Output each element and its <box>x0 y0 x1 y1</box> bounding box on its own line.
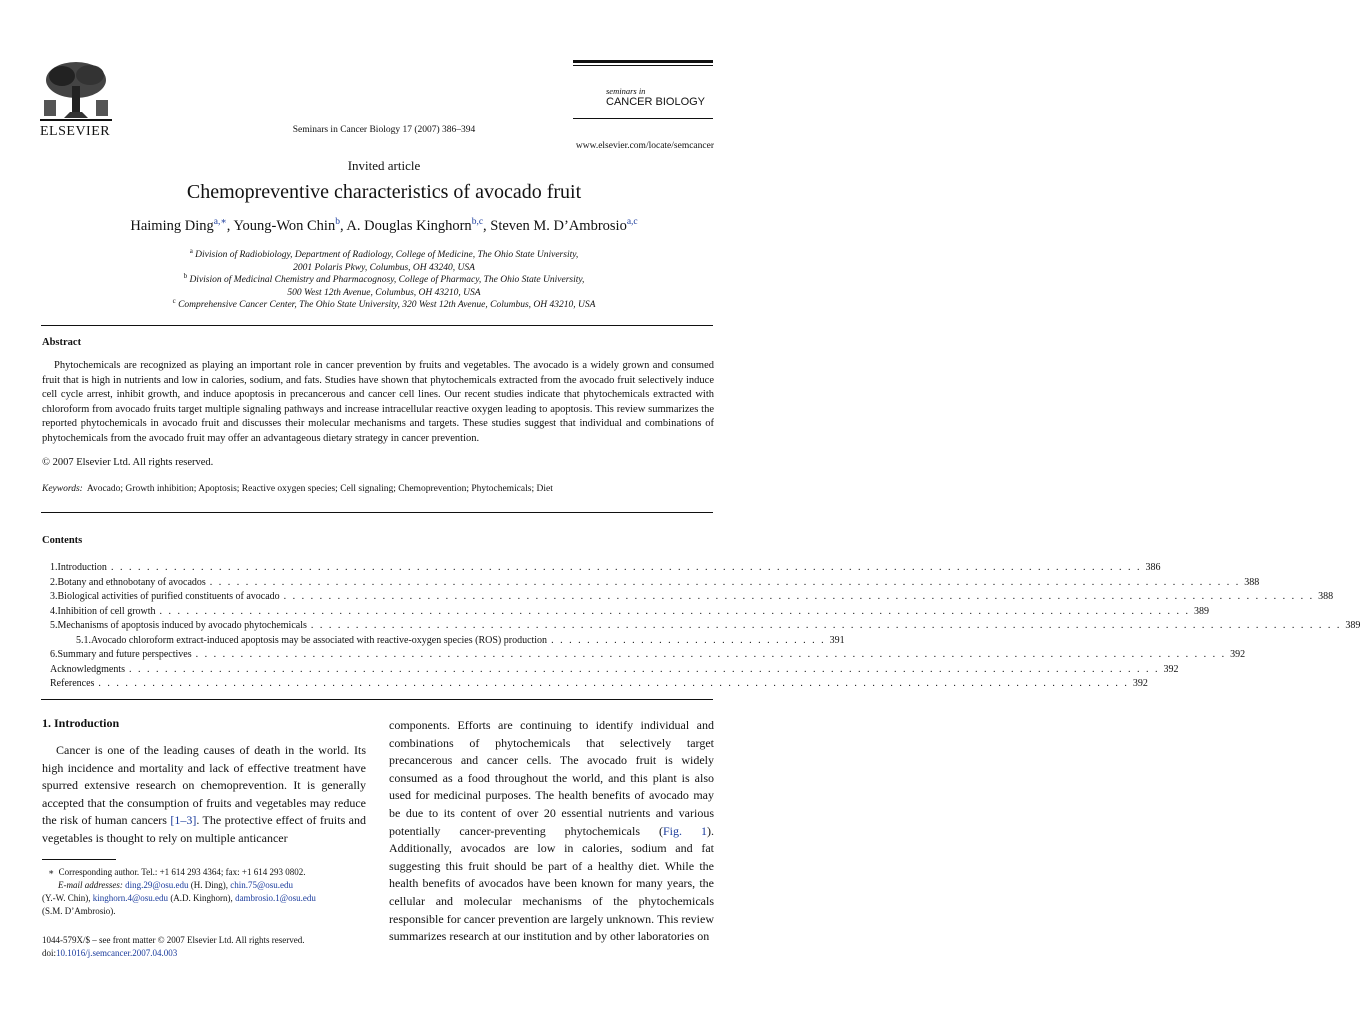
toc-label: Avocado chloroform extract-induced apoptosis may be associated with reactive-oxygen species (ROS) production <box>91 634 548 646</box>
masthead-rule <box>573 60 713 63</box>
toc-page: 392 <box>1132 678 1148 689</box>
toc-leader: . . . . . . . . . . . . . . . . . . . . . . . . . . . . . . . <box>551 634 826 646</box>
doi-link[interactable]: 10.1016/j.semcancer.2007.04.003 <box>56 948 178 958</box>
toc-page: 389 <box>1194 605 1210 617</box>
publisher-name: ELSEVIER <box>40 124 111 139</box>
affiliation-c <box>0 295 768 312</box>
affiliation-mark: a <box>189 247 193 255</box>
toc-label: Introduction <box>57 562 107 573</box>
toc-item[interactable] <box>50 605 1210 619</box>
toc-leader: . . . . . . . . . . . . . . . . . . . . . . . . . . . . . . . . . . . . . . . . . . . . . . . . . . . . . . . . . . . . . . . . . . . . . . . . . . . . . . . . . . . . . . . . . . . . . . . . . . . . . . . . . . . . . . . . . . . <box>110 562 1142 573</box>
toc-page: 388 <box>1318 591 1334 602</box>
toc-label: Biological activities of purified constituents of avocado <box>57 591 280 602</box>
section-heading-introduction: 1. Introduction <box>42 716 120 730</box>
email-link[interactable]: kinghorn.4@osu.edu <box>92 893 169 903</box>
figure-link[interactable]: Fig. 1 <box>662 823 707 838</box>
email-addresses-end: (S.M. D’Ambrosio). <box>42 906 116 916</box>
article-title: Chemopreventive characteristics of avocado fruit <box>186 181 582 203</box>
toc-number: 5.1. <box>76 634 91 646</box>
author-list <box>0 216 768 235</box>
corresponding-author-note <box>42 866 366 879</box>
email-link[interactable]: chin.75@osu.edu <box>230 880 293 890</box>
author-affiliation-mark[interactable]: b,c <box>471 217 484 227</box>
footnote-rule <box>42 859 116 860</box>
elsevier-tree-logo <box>40 60 112 122</box>
contents-heading: Contents <box>42 535 83 546</box>
toc-page: 389 <box>1345 620 1360 631</box>
body-text: ). Additionally, avocados are low in calories, sodium and fat suggesting this fruit should be part of a healthy diet. While the health benefits of avocados have been known for many years, the cellular and molecular mechanisms of the phytochemicals responsible for cancer prevention are largely unknown. This review summarizes research at our institution and by other laboratories on <box>389 823 714 944</box>
affiliation-mark: b <box>183 272 188 280</box>
email-owner: (Y.-W. Chin), <box>42 893 93 903</box>
author-affiliation-mark[interactable]: a,c <box>626 217 638 227</box>
abstract-text: Phytochemicals are recognized as playing an important role in cancer prevention by fruits and vegetables. The avocado is a widely grown and consumed fruit that is high in nutrients and low in calories, sodium, and fats. Studies have shown that phytochemicals extracted from the avocado fruit selectively induce cell cycle arrest, inhibit growth, and induce apoptosis in precancerous and cancer cell lines. Our recent studies indicate that phytochemicals extracted with chloroform from avocado fruits target multiple signaling pathways and increase intracellular reactive oxygen leading to apoptosis. This review summarizes the reported phytochemicals in avocado fruit and discusses their molecular mechanisms and targets. These studies suggest that individual and combinations of phytochemicals from the avocado fruit may offer an advantageous dietary strategy in cancer prevention. <box>42 360 714 444</box>
toc-label: Acknowledgments <box>50 663 125 675</box>
author-name: Steven M. D’Ambrosio <box>490 218 627 234</box>
toc-page: 391 <box>829 634 845 646</box>
body-text: . The protective effect of fruits and vegetables is thought to rely on multiple anticancer <box>42 813 366 845</box>
journal-url[interactable]: www.elsevier.com/locate/semcancer <box>575 141 714 151</box>
intro-right-column <box>389 717 714 946</box>
article-type: Invited article <box>347 158 421 173</box>
keywords-label: Keywords: <box>42 484 83 494</box>
toc-label: Inhibition of cell growth <box>57 605 156 617</box>
email-link[interactable]: ding.29@osu.edu <box>125 880 189 890</box>
affiliation-mark: c <box>172 297 176 305</box>
toc-page: 392 <box>1230 649 1246 660</box>
author-name: Haiming Ding <box>130 218 214 234</box>
toc-leader: . . . . . . . . . . . . . . . . . . . . . . . . . . . . . . . . . . . . . . . . . . . . . . . . . . . . . . . . . . . . . . . . . . . . . . . . . . . . . . . . . . . . . . . . . . . . . . . . . . . . . . . . . . . . . . . . . . . <box>209 576 1241 588</box>
affiliation-line: 2001 Polaris Pkwy, Columbus, OH 43240, USA <box>293 263 475 273</box>
intro-left-column <box>42 742 366 848</box>
author-affiliation-mark[interactable]: b <box>335 217 340 227</box>
author-name: Young-Won Chin <box>233 218 336 234</box>
author-separator: , <box>226 218 234 234</box>
toc-item[interactable] <box>50 576 1260 590</box>
section-divider <box>41 512 713 513</box>
affiliation-line: Comprehensive Cancer Center, The Ohio State University, 320 West 12th Avenue, Columbus, OH 43210, USA <box>178 300 596 310</box>
toc-leader: . . . . . . . . . . . . . . . . . . . . . . . . . . . . . . . . . . . . . . . . . . . . . . . . . . . . . . . . . . . . . . . . . . . . . . . . . . . . . . . . . . . . . . . . . . . . . . . . . . . . . . . . . . . . . . . . . . . <box>159 605 1191 617</box>
body-text: Cancer is one of the leading causes of death in the world. Its high incidence and mortality and lack of effective treatment have spurred extensive research on chemoprevention. It is generally accepted that the consumption of fruits and vegetables may reduce the risk of human cancers <box>42 743 366 828</box>
affiliation-line: Division of Medicinal Chemistry and Pharmacognosy, College of Pharmacy, The Ohio State University, <box>189 275 585 285</box>
email-link[interactable]: dambrosio.1@osu.edu <box>235 893 316 903</box>
citation-link[interactable]: [1–3] <box>170 813 197 828</box>
masthead-journal-name: CANCER BIOLOGY <box>606 96 706 108</box>
email-owner: (H. Ding), <box>188 880 231 890</box>
toc-leader: . . . . . . . . . . . . . . . . . . . . . . . . . . . . . . . . . . . . . . . . . . . . . . . . . . . . . . . . . . . . . . . . . . . . . . . . . . . . . . . . . . . . . . . . . . . . . . . . . . . . . . . . . . . . . . . . . . . <box>98 678 1129 689</box>
keywords-list: Avocado; Growth inhibition; Apoptosis; Reactive oxygen species; Cell signaling; Chemoprevention; Phytochemicals; Diet <box>86 484 553 494</box>
email-label: E-mail addresses: <box>58 880 123 890</box>
toc-label: Mechanisms of apoptosis induced by avocado phytochemicals <box>57 620 307 631</box>
footnote-mark: ∗ <box>48 867 55 877</box>
doi-label: doi: <box>42 948 57 958</box>
section-divider <box>41 699 713 700</box>
toc-item[interactable] <box>50 649 1246 662</box>
toc-page: 388 <box>1244 576 1260 588</box>
email-owner: (A.D. Kinghorn), <box>168 893 236 903</box>
doi-line <box>42 948 177 958</box>
author-name: A. Douglas Kinghorn <box>346 218 472 234</box>
masthead-rule <box>573 65 713 66</box>
toc-number: 5. <box>50 620 58 631</box>
table-of-contents <box>50 562 1360 692</box>
toc-number: 2. <box>50 576 58 588</box>
toc-leader: . . . . . . . . . . . . . . . . . . . . . . . . . . . . . . . . . . . . . . . . . . . . . . . . . . . . . . . . . . . . . . . . . . . . . . . . . . . . . . . . . . . . . . . . . . . . . . . . . . . . . . . . . . . . . . . . . . . <box>283 591 1315 602</box>
body-text: components. Efforts are continuing to identify individual and combinations of phytochemicals that selectively target precancerous and cancer cells. The avocado fruit is widely consumed as a food throughout the world, and this plant is also used for medicinal purposes. The health benefits of avocado may be due to its content of over 20 essential nutrients and various potentially cancer-preventing phytochemicals ( <box>389 718 714 838</box>
issn-line: 1044-579X/$ – see front matter © 2007 Elsevier Ltd. All rights reserved. <box>42 935 305 945</box>
author-separator: , <box>339 218 347 234</box>
journal-citation: Seminars in Cancer Biology 17 (2007) 386–394 <box>292 125 476 135</box>
toc-item[interactable] <box>50 591 1334 604</box>
toc-label: Botany and ethnobotany of avocados <box>57 576 206 588</box>
toc-leader: . . . . . . . . . . . . . . . . . . . . . . . . . . . . . . . . . . . . . . . . . . . . . . . . . . . . . . . . . . . . . . . . . . . . . . . . . . . . . . . . . . . . . . . . . . . . . . . . . . . . . . . . . . . . . . . . . . . <box>129 663 1160 675</box>
footnote-text: Corresponding author. Tel.: +1 614 293 4364; fax: +1 614 293 0802. <box>58 867 306 877</box>
email-addresses <box>58 879 366 892</box>
keywords <box>42 484 553 494</box>
toc-number: 4. <box>50 605 58 617</box>
toc-number: 6. <box>50 649 58 660</box>
toc-label: References <box>50 678 95 689</box>
affiliation-line: 500 West 12th Avenue, Columbus, OH 43210, USA <box>287 288 481 298</box>
toc-number: 1. <box>50 562 58 573</box>
author-separator: , <box>483 218 491 234</box>
abstract-heading: Abstract <box>42 337 82 348</box>
toc-leader: . . . . . . . . . . . . . . . . . . . . . . . . . . . . . . . . . . . . . . . . . . . . . . . . . . . . . . . . . . . . . . . . . . . . . . . . . . . . . . . . . . . . . . . . . . . . . . . . . . . . . . . . . . . . . . . . . . . <box>195 649 1227 660</box>
toc-number: 3. <box>50 591 58 602</box>
email-addresses-cont <box>42 892 366 905</box>
masthead-rule <box>573 118 713 119</box>
toc-item[interactable] <box>50 663 1179 677</box>
section-divider <box>41 325 713 326</box>
toc-item[interactable] <box>50 562 1161 575</box>
toc-page: 386 <box>1145 562 1161 573</box>
toc-label: Summary and future perspectives <box>57 649 192 660</box>
toc-page: 392 <box>1163 663 1179 675</box>
abstract-copyright: © 2007 Elsevier Ltd. All rights reserved. <box>42 457 214 468</box>
masthead-subtitle: seminars in <box>606 86 646 96</box>
toc-leader: . . . . . . . . . . . . . . . . . . . . . . . . . . . . . . . . . . . . . . . . . . . . . . . . . . . . . . . . . . . . . . . . . . . . . . . . . . . . . . . . . . . . . . . . . . . . . . . . . . . . . . . . . . . . . . . . . . . <box>310 620 1342 631</box>
toc-item[interactable] <box>50 678 1148 691</box>
toc-subitem[interactable] <box>76 634 845 648</box>
affiliation-line: Division of Radiobiology, Department of Radiology, College of Medicine, The Ohio State University, <box>195 250 579 260</box>
toc-item[interactable] <box>50 620 1360 633</box>
author-affiliation-mark[interactable]: a,∗ <box>213 217 227 227</box>
